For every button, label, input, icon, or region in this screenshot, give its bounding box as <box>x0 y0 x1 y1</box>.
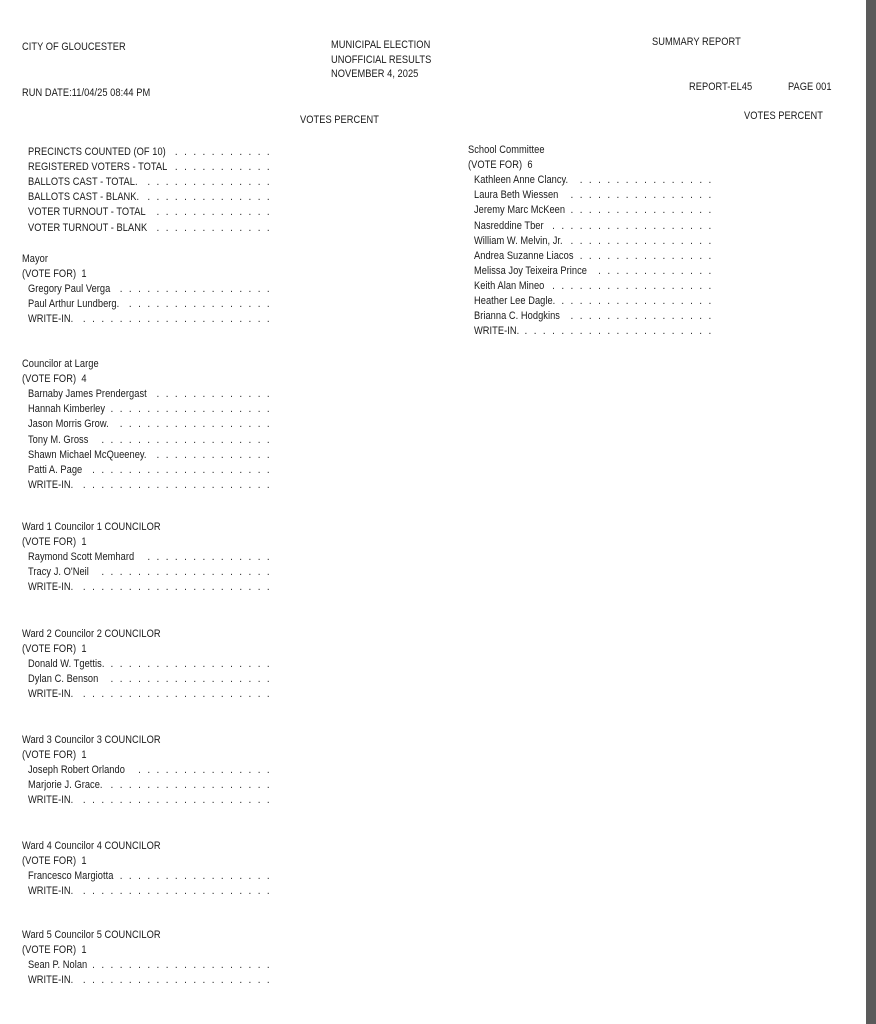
leader-dots: ................ <box>570 189 718 202</box>
race-title: Mayor <box>22 253 49 265</box>
race-title: Ward 2 Councilor 2 COUNCILOR <box>22 628 161 640</box>
row-label: WRITE-IN. <box>474 325 520 338</box>
row-label: Raymond Scott Memhard <box>28 551 135 564</box>
row-label: VOTER TURNOUT - BLANK <box>28 221 148 234</box>
leader-dots: .................. <box>110 779 276 792</box>
leader-dots: ............... <box>138 764 276 777</box>
vote-for-count: (VOTE FOR) 1 <box>22 944 87 957</box>
leader-dots: .................. <box>552 219 718 232</box>
row-label: Joseph Robert Orlando <box>28 764 125 777</box>
leader-dots: .................. <box>110 403 276 416</box>
leader-dots: .............. <box>147 191 276 204</box>
row-label: Jason Morris Grow. <box>28 418 109 431</box>
leader-dots: ............. <box>156 206 276 219</box>
vote-for-count: (VOTE FOR) 1 <box>22 749 87 762</box>
leader-dots: ............... <box>579 249 718 262</box>
race-title: Councilor at Large <box>22 358 99 370</box>
row-label: Kathleen Anne Clancy. <box>474 174 569 187</box>
row-label: William W. Melvin, Jr. <box>474 234 563 247</box>
leader-dots: ................ <box>570 204 718 217</box>
leader-dots: ................. <box>119 418 276 431</box>
leader-dots: ................ <box>570 310 718 323</box>
row-label: Marjorie J. Grace. <box>28 779 103 792</box>
column-heading-right: VOTES PERCENT <box>744 110 823 122</box>
race-title: Ward 5 Councilor 5 COUNCILOR <box>22 929 161 941</box>
leader-dots: ............. <box>156 221 276 234</box>
vote-for-count: (VOTE FOR) 4 <box>22 373 87 386</box>
leader-dots: ................. <box>119 870 276 883</box>
row-label: WRITE-IN. <box>28 794 74 807</box>
row-label: Francesco Margiotta <box>28 870 114 883</box>
report-type: SUMMARY REPORT <box>652 36 741 48</box>
city-name: CITY OF GLOUCESTER <box>22 41 126 53</box>
report-id: REPORT-EL45 <box>689 81 753 93</box>
leader-dots: ..................... <box>82 688 276 701</box>
row-label: Hannah Kimberley <box>28 403 106 416</box>
row-label: Melissa Joy Teixeira Prince <box>474 264 587 277</box>
row-label: PRECINCTS COUNTED (OF 10) <box>28 146 166 158</box>
column-heading-left: VOTES PERCENT <box>300 114 379 126</box>
page-edge <box>866 0 876 1024</box>
row-label: Andrea Suzanne Liacos <box>474 249 574 262</box>
race-title: Ward 4 Councilor 4 COUNCILOR <box>22 840 161 852</box>
row-label: Gregory Paul Verga <box>28 283 111 296</box>
leader-dots: .................... <box>92 463 276 476</box>
row-label: Jeremy Marc McKeen <box>474 204 566 217</box>
leader-dots: .................. <box>552 279 718 292</box>
leader-dots: ..................... <box>524 325 718 338</box>
row-label: REGISTERED VOTERS - TOTAL <box>28 161 168 174</box>
leader-dots: ........... <box>174 146 276 158</box>
leader-dots: ........... <box>174 161 276 174</box>
row-label: VOTER TURNOUT - TOTAL <box>28 206 146 219</box>
race-title: School Committee <box>468 144 545 156</box>
leader-dots: ................. <box>561 295 718 307</box>
vote-for-count: (VOTE FOR) 1 <box>22 643 87 656</box>
row-label: Brianna C. Hodgkins <box>474 310 560 323</box>
leader-dots: ..................... <box>82 581 276 594</box>
row-label: WRITE-IN. <box>28 581 74 594</box>
leader-dots: ................ <box>128 298 276 311</box>
race-title: Ward 3 Councilor 3 COUNCILOR <box>22 734 161 746</box>
row-label: Sean P. Nolan <box>28 959 88 972</box>
leader-dots: ..................... <box>82 794 276 807</box>
leader-dots: .............. <box>147 551 276 564</box>
row-label: WRITE-IN. <box>28 313 74 326</box>
leader-dots: .................. <box>110 673 276 686</box>
row-label: Dylan C. Benson <box>28 673 99 686</box>
leader-dots: ..................... <box>82 478 276 491</box>
row-label: Laura Beth Wiessen <box>474 189 559 202</box>
results-status: UNOFFICIAL RESULTS <box>331 54 432 66</box>
row-label: WRITE-IN. <box>28 688 74 701</box>
row-label: Shawn Michael McQueeney. <box>28 448 147 461</box>
leader-dots: ..................... <box>82 313 276 326</box>
vote-for-count: (VOTE FOR) 1 <box>22 268 87 281</box>
leader-dots: ................ <box>570 234 718 247</box>
leader-dots: ................... <box>101 433 276 446</box>
leader-dots: .............. <box>147 176 276 189</box>
row-label: Barnaby James Prendergast <box>28 388 147 401</box>
row-label: Patti A. Page <box>28 463 83 476</box>
leader-dots: ............. <box>156 448 276 461</box>
leader-dots: ............... <box>579 174 718 187</box>
election-date: NOVEMBER 4, 2025 <box>331 68 419 80</box>
row-label: Keith Alan Mineo <box>474 279 545 292</box>
leader-dots: .................... <box>92 959 276 972</box>
leader-dots: ................... <box>101 566 276 579</box>
leader-dots: ............. <box>598 264 718 277</box>
row-label: BALLOTS CAST - TOTAL. <box>28 176 138 189</box>
row-label: Donald W. Tgettis. <box>28 658 105 671</box>
row-label: BALLOTS CAST - BLANK. <box>28 191 140 204</box>
row-label: WRITE-IN. <box>28 885 74 898</box>
leader-dots: .................. <box>110 658 276 671</box>
row-label: WRITE-IN. <box>28 478 74 491</box>
vote-for-count: (VOTE FOR) 1 <box>22 855 87 868</box>
leader-dots: ............. <box>156 388 276 401</box>
row-label: Tracy J. O'Neil <box>28 566 89 579</box>
leader-dots: ................. <box>119 283 276 296</box>
row-label: Heather Lee Dagle. <box>474 295 556 307</box>
row-label: WRITE-IN. <box>28 974 74 987</box>
leader-dots: ..................... <box>82 885 276 898</box>
row-label: Paul Arthur Lundberg. <box>28 298 120 311</box>
row-label: Nasreddine Tber <box>474 219 544 232</box>
page-number: PAGE 001 <box>788 81 832 93</box>
vote-for-count: (VOTE FOR) 6 <box>468 159 533 172</box>
vote-for-count: (VOTE FOR) 1 <box>22 536 87 549</box>
run-date: RUN DATE:11/04/25 08:44 PM <box>22 87 151 99</box>
race-title: Ward 1 Councilor 1 COUNCILOR <box>22 521 161 533</box>
row-label: Tony M. Gross <box>28 433 89 446</box>
leader-dots: ..................... <box>82 974 276 987</box>
election-title: MUNICIPAL ELECTION <box>331 39 431 51</box>
